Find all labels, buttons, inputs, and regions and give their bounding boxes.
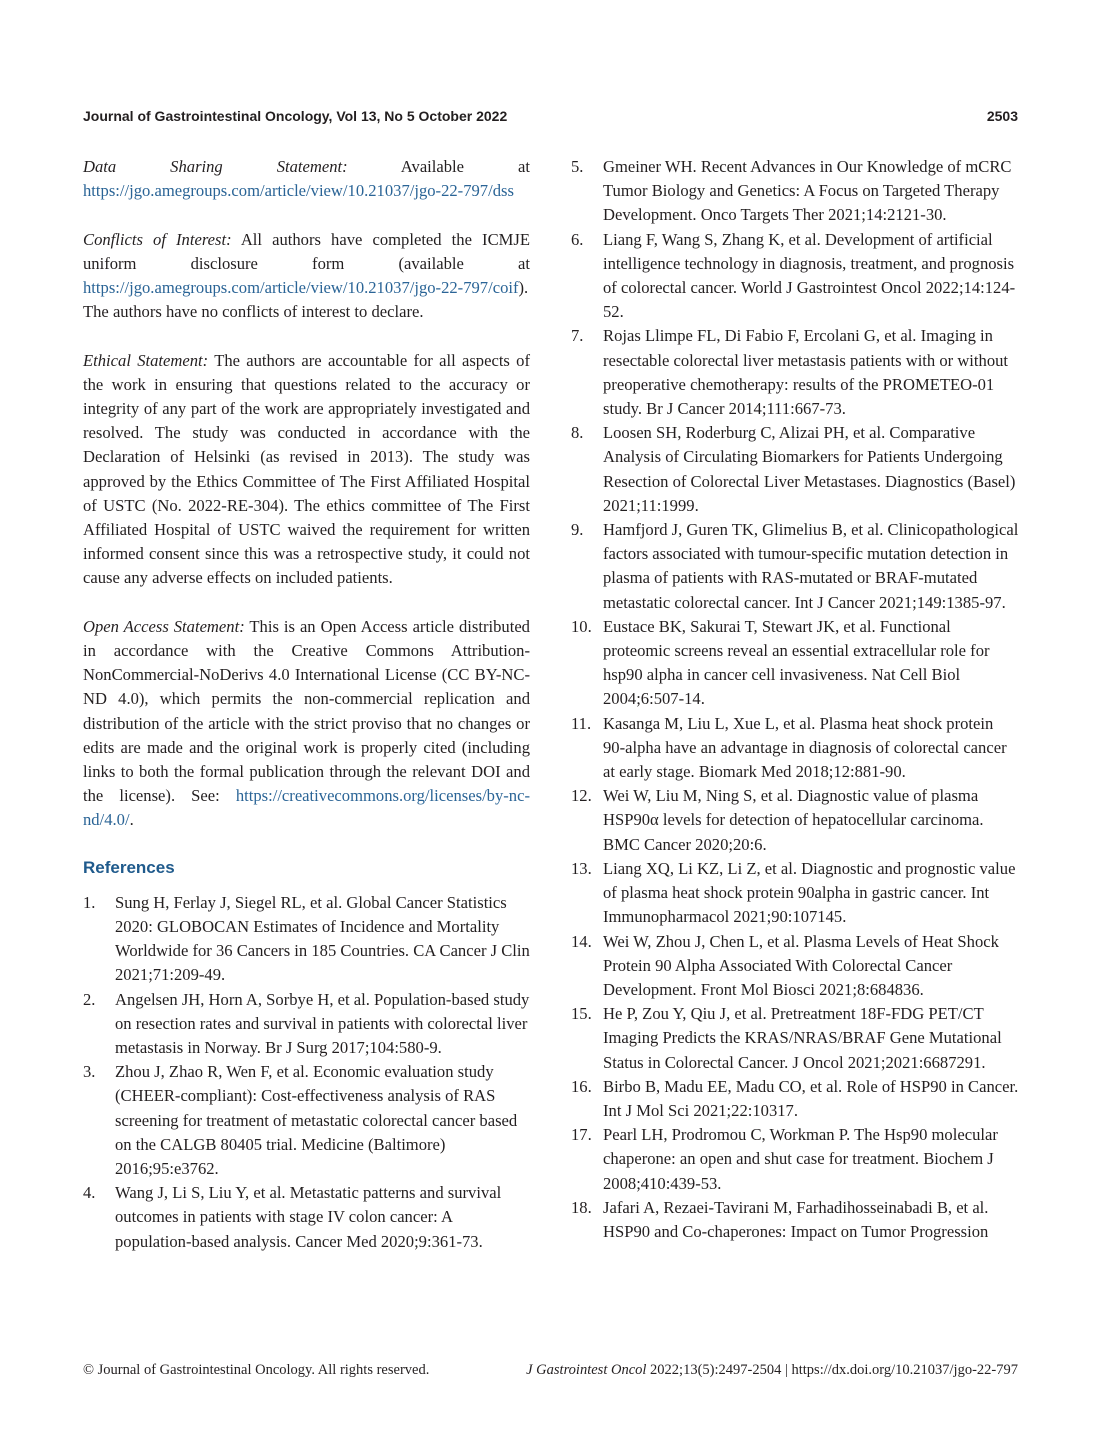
reference-item	[571, 930, 1019, 1003]
reference-text: Angelsen JH, Horn A, Sorbye H, et al. Population-based study on resection rates and survival in patients with colorectal liver metastasis in Norway. Br J Surg 2017;104:580-9.	[115, 989, 530, 1058]
reference-item	[571, 1075, 1019, 1123]
reference-number: 10.	[571, 616, 592, 636]
reference-number: 17.	[571, 1125, 592, 1145]
reference-text: Pearl LH, Prodromou C, Workman P. The Hsp90 molecular chaperone: an open and shut case for treatment. Biochem J 2008;410:439-53.	[603, 1125, 998, 1193]
page-header	[83, 108, 1018, 128]
reference-item	[571, 518, 1019, 615]
reference-text: Liang XQ, Li KZ, Li Z, et al. Diagnostic and prognostic value of plasma heat shock protein 90alpha in gastric cancer. Int Immunopharmacol 2021;90:107145.	[603, 858, 1016, 927]
reference-number: 7.	[571, 326, 584, 346]
citation-details: 2022;13(5):2497-2504 | https://dx.doi.org/10.21037/jgo-22-797	[646, 1362, 1018, 1378]
reference-number: 12.	[571, 786, 592, 806]
reference-text: Hamfjord J, Guren TK, Glimelius B, et al. Clinicopathological factors associated with tumour-specific mutation detection in plasma of patients with RAS-mutated or BRAF-mutated metastatic colorectal cancer. Int J Cancer 2021;149:1385-97.	[603, 520, 1019, 612]
reference-item	[571, 1123, 1019, 1196]
reference-text: He P, Zou Y, Qiu J, et al. Pretreatment 18F-FDG PET/CT Imaging Predicts the KRAS/NRAS/BRAF Gene Mutational Status in Colorectal Cancer. J Oncol 2021;2021:6687291.	[603, 1004, 1002, 1072]
data-sharing-statement	[83, 155, 530, 203]
citation-journal: J Gastrointest Oncol	[526, 1362, 647, 1378]
left-column	[83, 155, 530, 1254]
reference-number: 14.	[571, 931, 592, 951]
reference-list-right	[571, 155, 1019, 1244]
ethical-text: The authors are accountable for all aspects of the work in ensuring that questions related to the accuracy or integrity of any part of the work are appropriately investigated and resolved. The study was conducted in accordance with the Declaration of Helsinki (as revised in 2013). The study was approved by the Ethics Committee of The First Affiliated Hospital of USTC (No. 2022-RE-304). The ethics committee of The First Affiliated Hospital of USTC waived the requirement for written informed consent since this was a retrospective study, it could not cause any adverse effects on included patients.	[83, 350, 530, 588]
conflicts-link[interactable]: https://jgo.amegroups.com/article/view/10.21037/jgo-22-797/coif	[83, 278, 519, 297]
conflicts-text: All authors have completed the ICMJE uniform disclosure form (available at	[83, 229, 530, 273]
license-link[interactable]: https://creativecommons.org/licenses/by-nc-nd/4.0/	[83, 786, 530, 830]
reference-text: Kasanga M, Liu L, Xue L, et al. Plasma heat shock protein 90-alpha have an advantage in diagnosis of colorectal cancer at early stage. Biomark Med 2018;12:881-90.	[603, 713, 1007, 782]
reference-number: 5.	[571, 157, 584, 176]
reference-number: 15.	[571, 1004, 592, 1024]
reference-number: 11.	[571, 713, 592, 733]
reference-item	[571, 324, 1019, 421]
copyright-notice: © Journal of Gastrointestinal Oncology. All rights reserved.	[83, 1362, 430, 1378]
reference-number: 13.	[571, 858, 592, 878]
references-heading: References	[83, 857, 175, 877]
reference-text: Wei W, Zhou J, Chen L, et al. Plasma Levels of Heat Shock Protein 90 Alpha Associated With Colorectal Cancer Development. Front Mol Biosci 2021;8:684836.	[603, 931, 999, 999]
reference-text: Sung H, Ferlay J, Siegel RL, et al. Global Cancer Statistics 2020: GLOBOCAN Estimates of Incidence and Mortality Worldwide for 36 Cancers in 185 Countries. CA Cancer J Clin 2021;71:209-49.	[115, 892, 530, 985]
reference-text: Liang F, Wang S, Zhang K, et al. Development of artificial intelligence technology in diagnosis, treatment, and prognosis of colorectal cancer. World J Gastrointest Oncol 2022;14:124-52.	[603, 229, 1016, 322]
reference-item	[83, 1060, 530, 1181]
reference-text: Wang J, Li S, Liu Y, et al. Metastatic patterns and survival outcomes in patients with stage IV colon cancer: A population-based analysis. Cancer Med 2020;9:361-73.	[115, 1183, 502, 1251]
reference-number: 3.	[83, 1062, 96, 1082]
reference-item	[571, 1196, 1019, 1244]
data-sharing-link[interactable]: https://jgo.amegroups.com/article/view/10.21037/jgo-22-797/dss	[83, 181, 514, 201]
reference-number: 2.	[83, 989, 96, 1009]
reference-text: Wei W, Liu M, Ning S, et al. Diagnostic value of plasma HSP90α levels for detection of hepatocellular carcinoma. BMC Cancer 2020;20:6.	[603, 786, 984, 854]
reference-number: 1.	[83, 892, 96, 912]
reference-text: Birbo B, Madu EE, Madu CO, et al. Role of HSP90 in Cancer. Int J Mol Sci 2021;22:10317.	[603, 1076, 1019, 1120]
reference-number: 8.	[571, 423, 584, 443]
reference-number: 18.	[571, 1197, 592, 1217]
reference-number: 6.	[571, 229, 584, 249]
reference-item	[571, 228, 1019, 325]
reference-item	[83, 891, 530, 988]
reference-item	[83, 1181, 530, 1254]
reference-text: Jafari A, Rezaei-Tavirani M, Farhadihosseinabadi B, et al. HSP90 and Co-chaperones: Impact on Tumor Progression	[603, 1197, 989, 1241]
reference-text: Gmeiner WH. Recent Advances in Our Knowledge of mCRC Tumor Biology and Genetics: A Focus on Targeted Therapy Development. Onco Targets Ther 2021;14:2121-30.	[603, 157, 1012, 225]
open-access-statement	[83, 615, 530, 833]
citation-line	[526, 1362, 1018, 1379]
reference-item	[571, 857, 1019, 930]
open-access-text-after: .	[129, 810, 134, 830]
reference-text: Loosen SH, Roderburg C, Alizai PH, et al. Comparative Analysis of Circulating Biomarkers for Patients Undergoing Resection of Colorectal Liver Metastases. Diagnostics (Basel) 2021;11:1999.	[603, 423, 1016, 515]
reference-number: 16.	[571, 1076, 592, 1096]
conflicts-text-after: ). The authors have no conflicts of interest to declare.	[83, 278, 529, 322]
ethical-statement	[83, 349, 530, 591]
page-number: 2503	[986, 108, 1018, 124]
reference-list-left	[83, 891, 530, 1254]
reference-item	[83, 988, 530, 1061]
ethical-label: Ethical Statement:	[83, 350, 209, 370]
reference-item	[571, 155, 1019, 228]
reference-item	[571, 784, 1019, 857]
reference-item	[571, 421, 1019, 518]
reference-text: Eustace BK, Sakurai T, Stewart JK, et al. Functional proteomic screens reveal an essential extracellular role for hsp90 alpha in cancer cell invasiveness. Nat Cell Biol 2004;6:507-14.	[603, 616, 990, 709]
reference-text: Zhou J, Zhao R, Wen F, et al. Economic evaluation study (CHEER-compliant): Cost-effectiveness analysis of RAS screening for treatment of metastatic colorectal cancer based on the CALGB 80405 trial. Medicine (Baltimore) 2016;95:e3762.	[115, 1062, 518, 1179]
reference-number: 9.	[571, 520, 584, 540]
open-access-label: Open Access Statement:	[83, 616, 245, 636]
page-footer	[83, 1362, 1018, 1384]
reference-item	[571, 712, 1019, 785]
right-column	[571, 155, 1019, 1244]
conflicts-statement	[83, 228, 530, 325]
reference-item	[571, 615, 1019, 712]
data-sharing-label: Data Sharing Statement:	[83, 157, 348, 176]
running-head: Journal of Gastrointestinal Oncology, Vol 13, No 5 October 2022	[83, 108, 508, 124]
reference-number: 4.	[83, 1183, 96, 1203]
data-sharing-text: Available at	[400, 157, 531, 176]
reference-item	[571, 1002, 1019, 1075]
reference-text: Rojas Llimpe FL, Di Fabio F, Ercolani G, et al. Imaging in resectable colorectal liver metastasis patients with or without preoperative chemotherapy: results of the PROMETEO-01 study. Br J Cancer 2014;111:667-73.	[603, 326, 1009, 419]
open-access-text: This is an Open Access article distributed in accordance with the Creative Commons Attribution-NonCommercial-NoDerivs 4.0 International License (CC BY-NC-ND 4.0), which permits the non-commercial replication and distribution of the article with the strict proviso that no changes or edits are made and the original work is properly cited (including links to both the formal publication through the relevant DOI and the license). See:	[83, 616, 530, 806]
conflicts-label: Conflicts of Interest:	[83, 229, 232, 249]
